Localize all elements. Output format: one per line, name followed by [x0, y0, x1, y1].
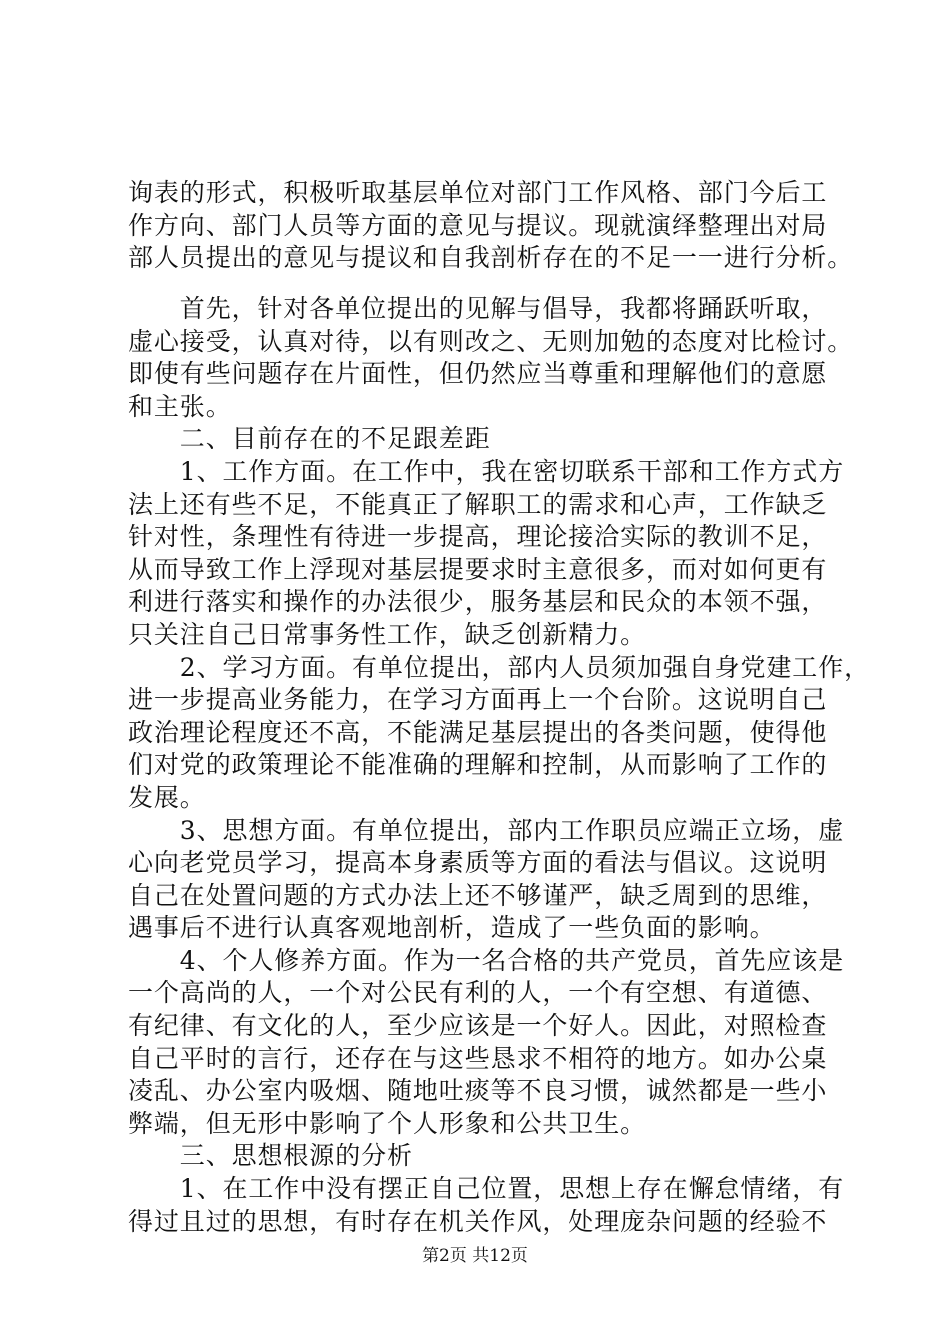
text-line: 从而导致工作上浮现对基层提要求时主意很多，而对如何更有: [128, 554, 828, 584]
text-line: 弊端，但无形中影响了个人形象和公共卫生。: [128, 1108, 647, 1138]
text-line: 和主张。: [128, 391, 232, 421]
text-line: 得过且过的思想，有时存在机关作风，处理庞杂问题的经验不: [128, 1206, 828, 1236]
text-line: 虚心接受，认真对待，以有则改之、无则加勉的态度对比检讨。: [128, 326, 854, 356]
text-line: 法上还有些不足，不能真正了解职工的需求和心声，工作缺乏: [128, 489, 828, 519]
paragraph-block-body: [128, 293, 871, 1238]
text-line: 询表的形式，积极听取基层单位对部门工作风格、部门今后工: [128, 178, 828, 207]
text-line: 作方向、部门人员等方面的意见与提议。现就演绎整理出对局: [128, 210, 828, 240]
text-line: 们对党的政策理论不能准确的理解和控制，从而影响了工作的: [128, 750, 828, 780]
page-number-footer: 第2页 共12页: [422, 1246, 528, 1266]
text-line: 1、在工作中没有摆正自己位置，思想上存在懈怠情绪，有: [128, 1174, 845, 1204]
paragraph-block-intro: [128, 177, 854, 275]
text-line: 自己在处置问题的方式办法上还不够谨严，缺乏周到的思维，: [128, 880, 828, 910]
text-line: 3、思想方面。有单位提出，部内工作职员应端正立场，虚: [128, 815, 845, 845]
text-line: 政治理论程度还不高，不能满足基层提出的各类问题，使得他: [128, 717, 828, 747]
text-line: 针对性，条理性有待进一步提高，理论接洽实际的教训不足，: [128, 522, 828, 552]
section-heading-2: 二、目前存在的不足跟差距: [128, 424, 491, 454]
text-line: 1、工作方面。在工作中，我在密切联系干部和工作方式方: [128, 456, 845, 486]
text-line: 2、学习方面。有单位提出，部内人员须加强自身党建工作，: [128, 652, 871, 682]
text-line: 有纪律、有文化的人，至少应该是一个好人。因此，对照检查: [128, 1011, 828, 1041]
section-heading-3: 三、思想根源的分析: [128, 1141, 413, 1171]
text-line: 首先，针对各单位提出的见解与倡导，我都将踊跃听取，: [128, 294, 828, 323]
text-line: 利进行落实和操作的办法很少，服务基层和民众的本领不强，: [128, 587, 828, 617]
text-line: 4、个人修养方面。作为一名合格的共产党员，首先应该是: [128, 945, 845, 975]
text-line: 发展。: [128, 782, 206, 812]
text-line: 凌乱、办公室内吸烟、随地吐痰等不良习惯，诚然都是一些小: [128, 1076, 828, 1106]
text-line: 进一步提高业务能力，在学习方面再上一个台阶。这说明自己: [128, 685, 828, 715]
text-line: 只关注自己日常事务性工作，缺乏创新精力。: [128, 619, 647, 649]
text-line: 部人员提出的意见与提议和自我剖析存在的不足一一进行分析。: [128, 243, 854, 273]
text-line: 自己平时的言行，还存在与这些恳求不相符的地方。如办公桌: [128, 1043, 828, 1073]
text-line: 一个高尚的人，一个对公民有利的人，一个有空想、有道德、: [128, 978, 828, 1008]
text-line: 心向老党员学习，提高本身素质等方面的看法与倡议。这说明: [128, 848, 828, 878]
text-line: 遇事后不进行认真客观地剖析，造成了一些负面的影响。: [128, 913, 776, 943]
text-line: 即使有些问题存在片面性，但仍然应当尊重和理解他们的意愿: [128, 359, 828, 389]
